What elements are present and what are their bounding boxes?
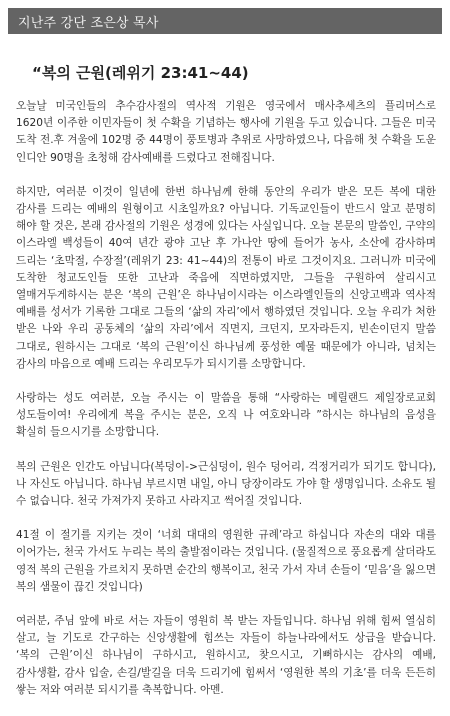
- section-header-title: 지난주 강단 조은상 목사: [18, 15, 159, 31]
- sermon-body: [16, 98, 436, 716]
- sermon-paragraph: 여러분, 주님 앞에 바로 서는 자들이 영원히 복 받는 자들입니다. 하나님 위해 힘써 열심히 살고, 늘 기도로 간구하는 신앙생활에 힘쓰는 자들이 하늘나라에서도 상급을 받습니다. ‘복의 근원’이신 하나님이 구하시고, 원하시고, 찾으시고, 기뻐하시는 감사의 예배, 감사생활, 감사 입술, 손길/발길을 더욱 드리기에 힘써서 ‘영원한 복의 기초’를 더욱 든든히 쌓는 저와 여러분 되시기를 축복합니다. 아멘.: [16, 615, 436, 696]
- section-header-bar: [8, 8, 442, 34]
- sermon-paragraph: 41절 이 절기를 지키는 것이 ‘너희 대대의 영원한 규례’라고 하십니다 자손의 대와 대를 이어가는, 천국 가서도 누리는 복의 출발점이라는 것입니다. (물질적으로 풍요롭게 살더라도 영적 복의 근원을 가르치지 못하면 순간의 행복이고, 천국 가서 자녀 손들이 ‘믿음’을 잃으면 복의 샘물이 끊긴 것입니다): [16, 529, 436, 593]
- sermon-paragraph: 사랑하는 성도 여러분, 오늘 주시는 이 말씀을 통해 “사랑하는 메릴랜드 제일장로교회 성도들이여! 우리에게 복을 주시는 분은, 오직 나 여호와니라 ”하시는 하나님의 음성을 확실히 들으시기를 소망합니다.: [16, 392, 436, 439]
- sermon-paragraph: 하지만, 여러분 이것이 일년에 한번 하나님께 한해 동안의 우리가 받은 모든 복에 대한 감사를 드리는 예배의 원형이고 시초일까요? 아닙니다. 기독교인들이 반드시 알고 분명히 해야 할 것은, 본래 감사절의 기원은 성경에 있다는 사실입니다. 오늘 본문의 말씀인, 구약의 이스라엘 백성들이 40여 년간 광야 고난 후 가나안 땅에 들어가 농사, 소산에 감사하며 드리는 ‘초막절, 수장절’(레위기 23: 41~44)의 전통이 바로 그것이지요. 그러니까 미국에 도착한 청교도인들 또한 고난과 죽음에 직면하였지만, 그들을 구원하여 살리시고 열매거두게하시는 분은 ‘복의 근원’은 하나님이시라는 이스라엘인들의 신앙고백과 역사적 예배를 성서가 기록한 그대로 그들의 ‘삶의 자리’에서 행하였던 것입니다. 오늘 우리가 처한 받은 나와 우리 공동체의 ‘삶의 자리’에서 직면지, 크던지, 모자라든지, 빈손이던지 말씀 그대로, 원하시는 그대로 ‘복의 근원’이신 하나님께 풍성한 예물 때문에가 아니라, 넘치는 감사의 마음으로 예배 드리는 우리모두가 되시기를 소망합니다.: [16, 185, 436, 370]
- sermon-title: “복의 근원(레위기 23:41~44): [32, 64, 249, 82]
- sermon-paragraph: 오늘날 미국인들의 추수감사절의 역사적 기원은 영국에서 매사추세츠의 플리머스로 1620년 이주한 이민자들이 첫 수확을 기념하는 행사에 기원을 두고 있습니다. 그들은 미국 도착 전.후 겨울에 102명 중 44명이 풍토병과 추위로 사망하였으나, 다음해 첫 수확을 도운 인디안 90명을 초청해 감사예배를 드렸다고 전해집니다.: [16, 100, 436, 164]
- sermon-paragraph: 복의 근원은 인간도 아닙니다(복덩이->근심덩이, 원수 덩어리, 걱정거리가 되기도 합니다), 나 자신도 아닙니다. 하나님 부르시면 내일, 아니 당장이라도 가야 할 생명입니다. 소유도 될 수 없습니다. 천국 가져가지 못하고 사라지고 썩어질 것입니다.: [16, 460, 436, 508]
